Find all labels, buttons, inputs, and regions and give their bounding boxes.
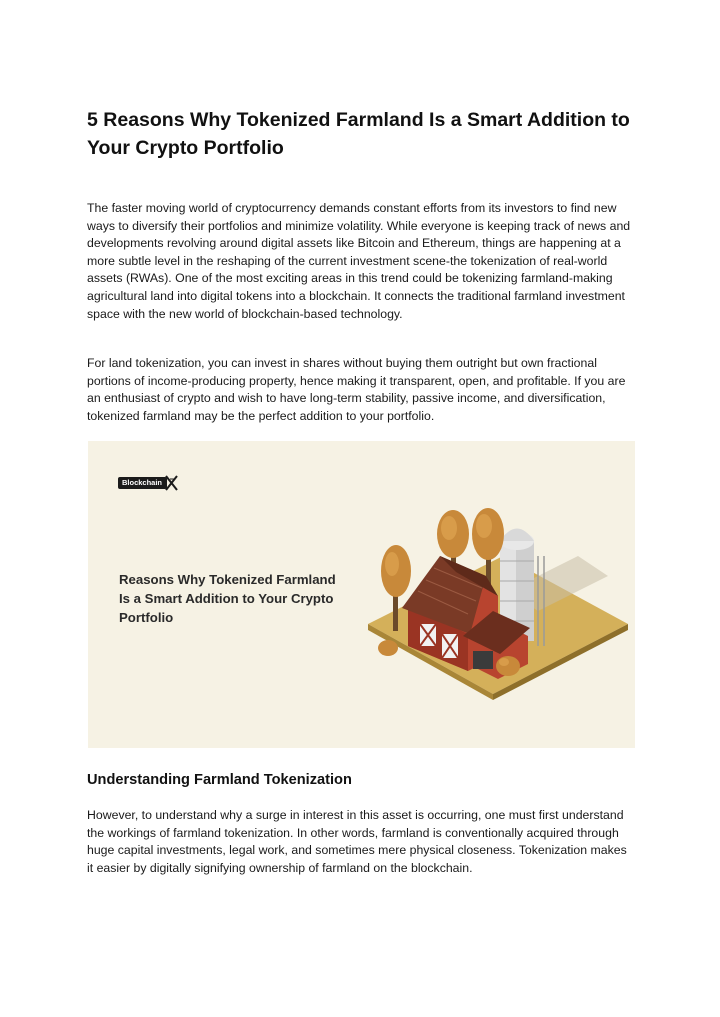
intro-paragraph-2: For land tokenization, you can invest in shares without buying them outright but own fractional portions of income-producing property, hence making it transparent, open, and profitable. If you are an enthusiast of crypto and wish to have long-term stability, passive income, and diversification, tokenized farmland may be the perfect addition to your portfolio. [87,356,626,423]
brand-logo [118,476,179,490]
banner-title: Reasons Why Tokenized Farmland Is a Smart Addition to Your Crypto Portfolio [119,572,336,625]
section-heading: Understanding Farmland Tokenization [87,772,352,788]
farm-illustration-icon [358,496,633,711]
section-paragraph: However, to understand why a surge in interest in this asset is occurring, one must first understand the workings of farmland tokenization. In other words, farmland is conventionally acquired through huge capital investments, legal work, and sometimes mere physical closeness. Tokenization makes it easier by digitally signifying ownership of farmland on the blockchain. [87,808,627,875]
brand-x-icon [165,475,179,491]
brand-name: Blockchain [118,477,167,489]
intro-paragraph-1: The faster moving world of cryptocurrency demands constant efforts from its investors to find new ways to diversify their portfolios and minimize volatility. While everyone is keeping track of news and developments revolving around digital assets like Bitcoin and Ethereum, things are happening at a more subtle level in the reshaping of the current investment scene-the tokenization of real-world assets (RWAs). One of the most exciting areas in this trend could be tokenizing farmland-making agricultural land into digital tokens into a blockchain. It connects the traditional farmland investment space with the new world of blockchain-based technology. [87,201,631,321]
article-banner-image [88,441,635,748]
article-title: 5 Reasons Why Tokenized Farmland Is a Smart Addition to Your Crypto Portfolio [87,109,630,159]
